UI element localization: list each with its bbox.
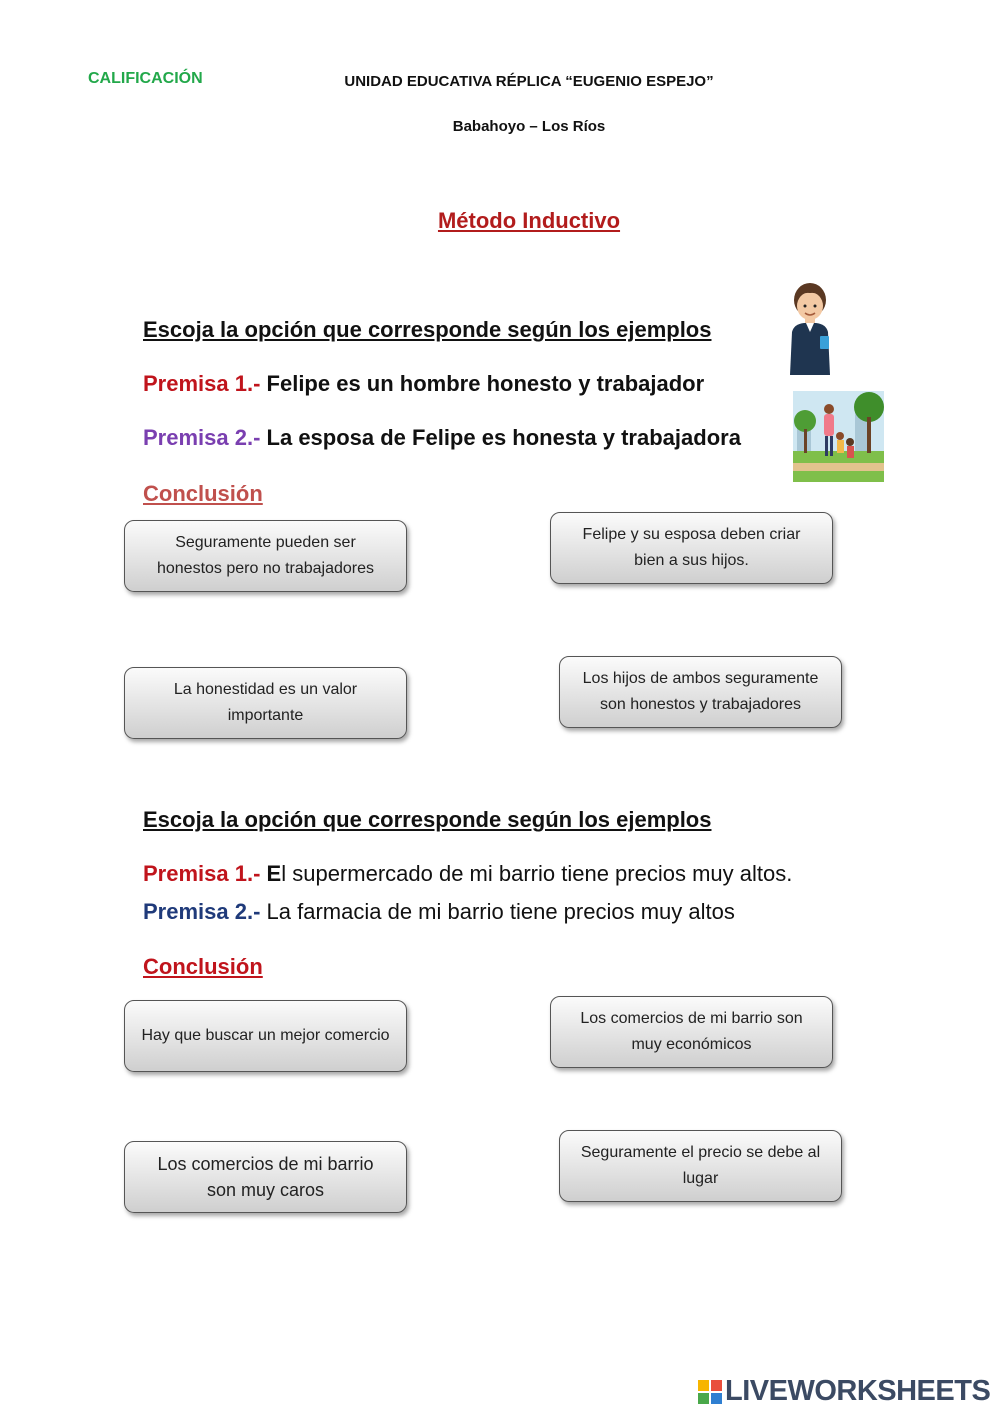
premise-label: Premisa 1.- (143, 371, 261, 396)
option-card[interactable]: La honestidad es un valor importante (124, 667, 407, 739)
premise-text: La farmacia de mi barrio tiene precios muy altos (266, 899, 735, 924)
premise-text: La esposa de Felipe es honesta y trabajadora (266, 425, 741, 450)
school-name: UNIDAD EDUCATIVA RÉPLICA “EUGENIO ESPEJO” (344, 73, 714, 90)
premise-2-2 (143, 899, 735, 925)
premise-label: Premisa 1.- (143, 861, 261, 886)
premise-initial: E (266, 861, 282, 886)
school-city: Babahoyo – Los Ríos (452, 118, 606, 135)
option-card[interactable]: Felipe y su esposa deben criar bien a sus hijos. (550, 512, 833, 584)
option-card[interactable]: Hay que buscar un mejor comercio (124, 1000, 407, 1072)
conclusion-label-2: Conclusión (143, 954, 263, 979)
premise-text: Felipe es un hombre honesto y trabajador (266, 371, 705, 396)
liveworksheets-logo (698, 1375, 990, 1408)
premise-2-1 (143, 861, 792, 887)
premise-label: Premisa 2.- (143, 899, 261, 924)
premise-label: Premisa 2.- (143, 425, 261, 450)
instruction-2: Escoja la opción que corresponde según los ejemplos (143, 807, 712, 832)
option-card[interactable]: Los hijos de ambos seguramente son honestos y trabajadores (559, 656, 842, 728)
conclusion-label-1: Conclusión (143, 481, 263, 506)
premise-1-2 (143, 425, 741, 451)
logo-text: LIVEWORKSHEETS (725, 1375, 991, 1407)
grade-label: CALIFICACIÓN (88, 70, 203, 87)
page-title: Método Inductivo (437, 208, 621, 233)
option-card[interactable]: Los comercios de mi barrio son muy caros (124, 1141, 407, 1213)
option-card[interactable]: Seguramente el precio se debe al lugar (559, 1130, 842, 1202)
instruction-1: Escoja la opción que corresponde según los ejemplos (143, 317, 712, 342)
premise-text: l supermercado de mi barrio tiene precios muy altos. (281, 861, 793, 886)
premise-1-1 (143, 371, 704, 397)
logo-blocks-icon (698, 1380, 722, 1404)
family-park-illustration (793, 391, 884, 482)
option-card[interactable]: Seguramente pueden ser honestos pero no trabajadores (124, 520, 407, 592)
man-illustration (780, 280, 840, 376)
option-card[interactable]: Los comercios de mi barrio son muy económicos (550, 996, 833, 1068)
